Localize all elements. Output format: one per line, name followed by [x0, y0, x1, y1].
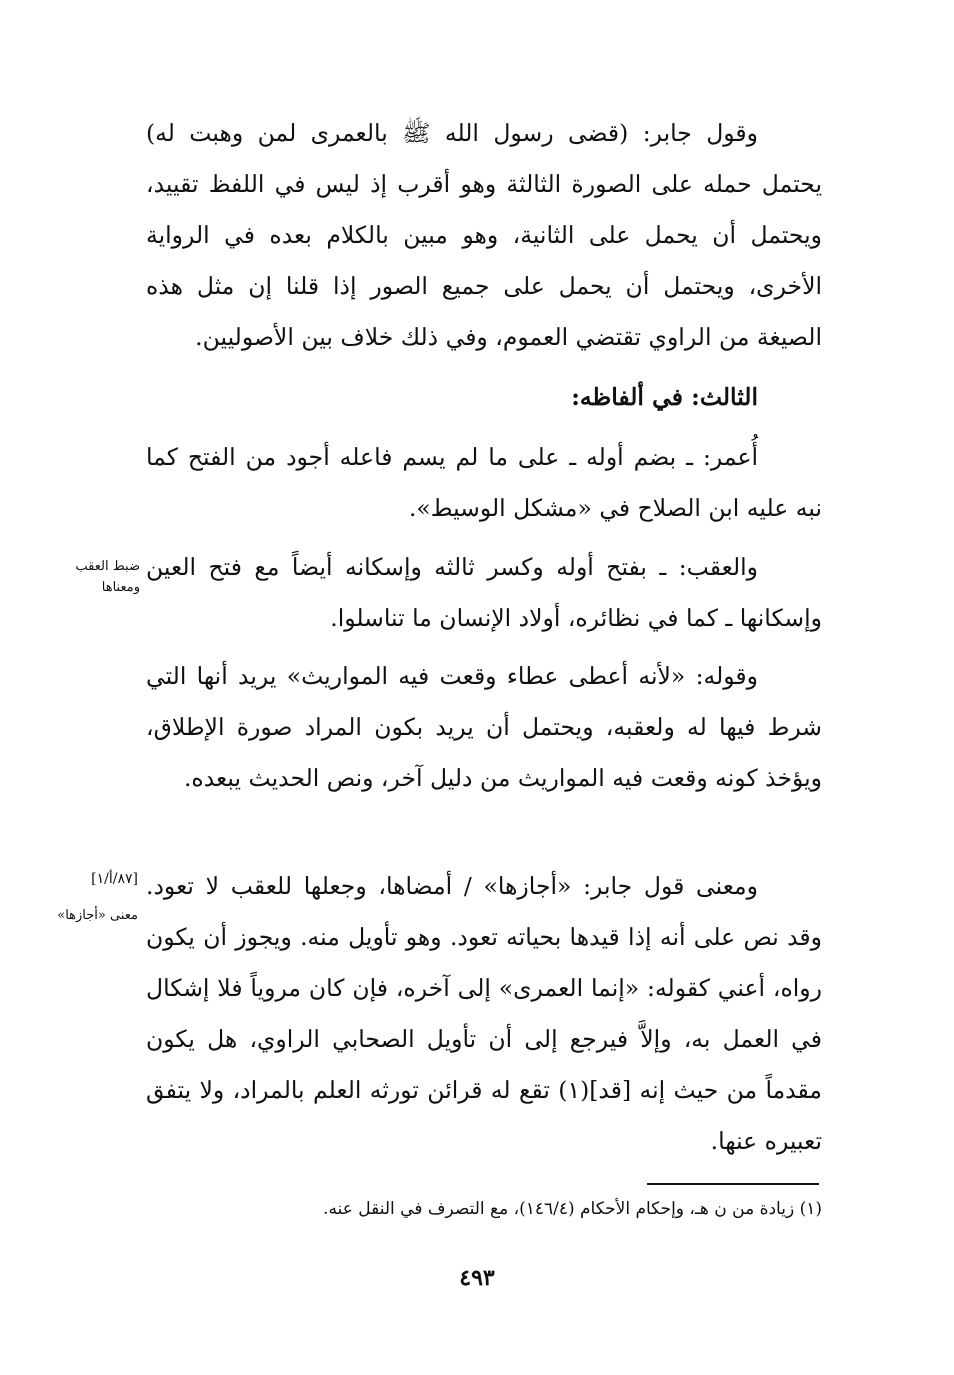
paragraph-mawarith: وقوله: «لأنه أعطى عطاء وقعت فيه المواريث» يريد أنها التي شرط فيها له ولعقبه، ويحتمل أن يريد بكون المراد صورة الإطلاق، ويؤخذ كونه وقعت فيه المواريث من دليل آخر، ونص الحديث يبعده.: [146, 662, 822, 792]
paragraph-aqib: والعقب: ـ بفتح أوله وكسر ثالثه وإسكانه أيضاً مع فتح العين وإسكانها ـ كما في نظائره، أولاد الإنسان ما تناسلوا.: [146, 553, 822, 632]
footnote: (١) زيادة من ن هـ، وإحكام الأحكام (١٤٦/٤)، مع التصرف في النقل عنه.: [323, 1199, 822, 1219]
main-text-block-3: [146, 432, 822, 534]
footnote-separator: [647, 1183, 819, 1185]
margin-note-folio-reference: [٨٧/أ/١]: [91, 871, 138, 887]
main-text-block-2: [146, 372, 822, 423]
paragraph-uemir: أُعمر: ـ بضم أوله ـ على ما لم يسم فاعله أجود من الفتح كما نبه عليه ابن الصلاح في «مشكل الوسيط».: [146, 443, 822, 522]
page-number: ٤٩٣: [459, 1265, 495, 1291]
margin-note-ajazaha: معنى «أجازها»: [57, 908, 138, 923]
margin-note-aqib-line2: ومعناها: [101, 580, 140, 595]
paragraph-jabir-statement: وقول جابر: (قضى رسول الله ﷺ بالعمرى لمن وهبت له) يحتمل حمله على الصورة الثالثة وهو أقرب إذ ليس في اللفظ تقييد، ويحتمل أن يحمل على الثانية، وهو مبين بالكلام بعده في الرواية الأخرى، ويحتمل أن يحمل على جميع الصور إذا قلنا إن مثل هذه الصيغة من الراوي تقتضي العموم، وفي ذلك خلاف بين الأصوليين.: [146, 119, 822, 351]
section-heading-third: الثالث: في ألفاظه:: [571, 383, 758, 411]
margin-note-aqib-line1: ضبط العقب: [75, 559, 140, 574]
main-text-block-6: [146, 861, 822, 1167]
main-text-block-1: [146, 108, 822, 363]
paragraph-ajazaha: ومعنى قول جابر: «أجازها» / أمضاها، وجعلها للعقب لا تعود. وقد نص على أنه إذا قيدها بحياته تعود. وهو تأويل منه. ويجوز أن يكون رواه، أعني كقوله: «إنما العمرى» إلى آخره، فإن كان مروياً فلا إشكال في العمل به، وإلاَّ فيرجع إلى أن تأويل الصحابي الراوي، هل يكون مقدماً من حيث إنه [قد](١) تقع له قرائن تورثه العلم بالمراد، ولا يتفق تعبيره عنها.: [146, 872, 822, 1155]
main-text-block-4: [146, 542, 822, 644]
main-text-block-5: [146, 651, 822, 804]
